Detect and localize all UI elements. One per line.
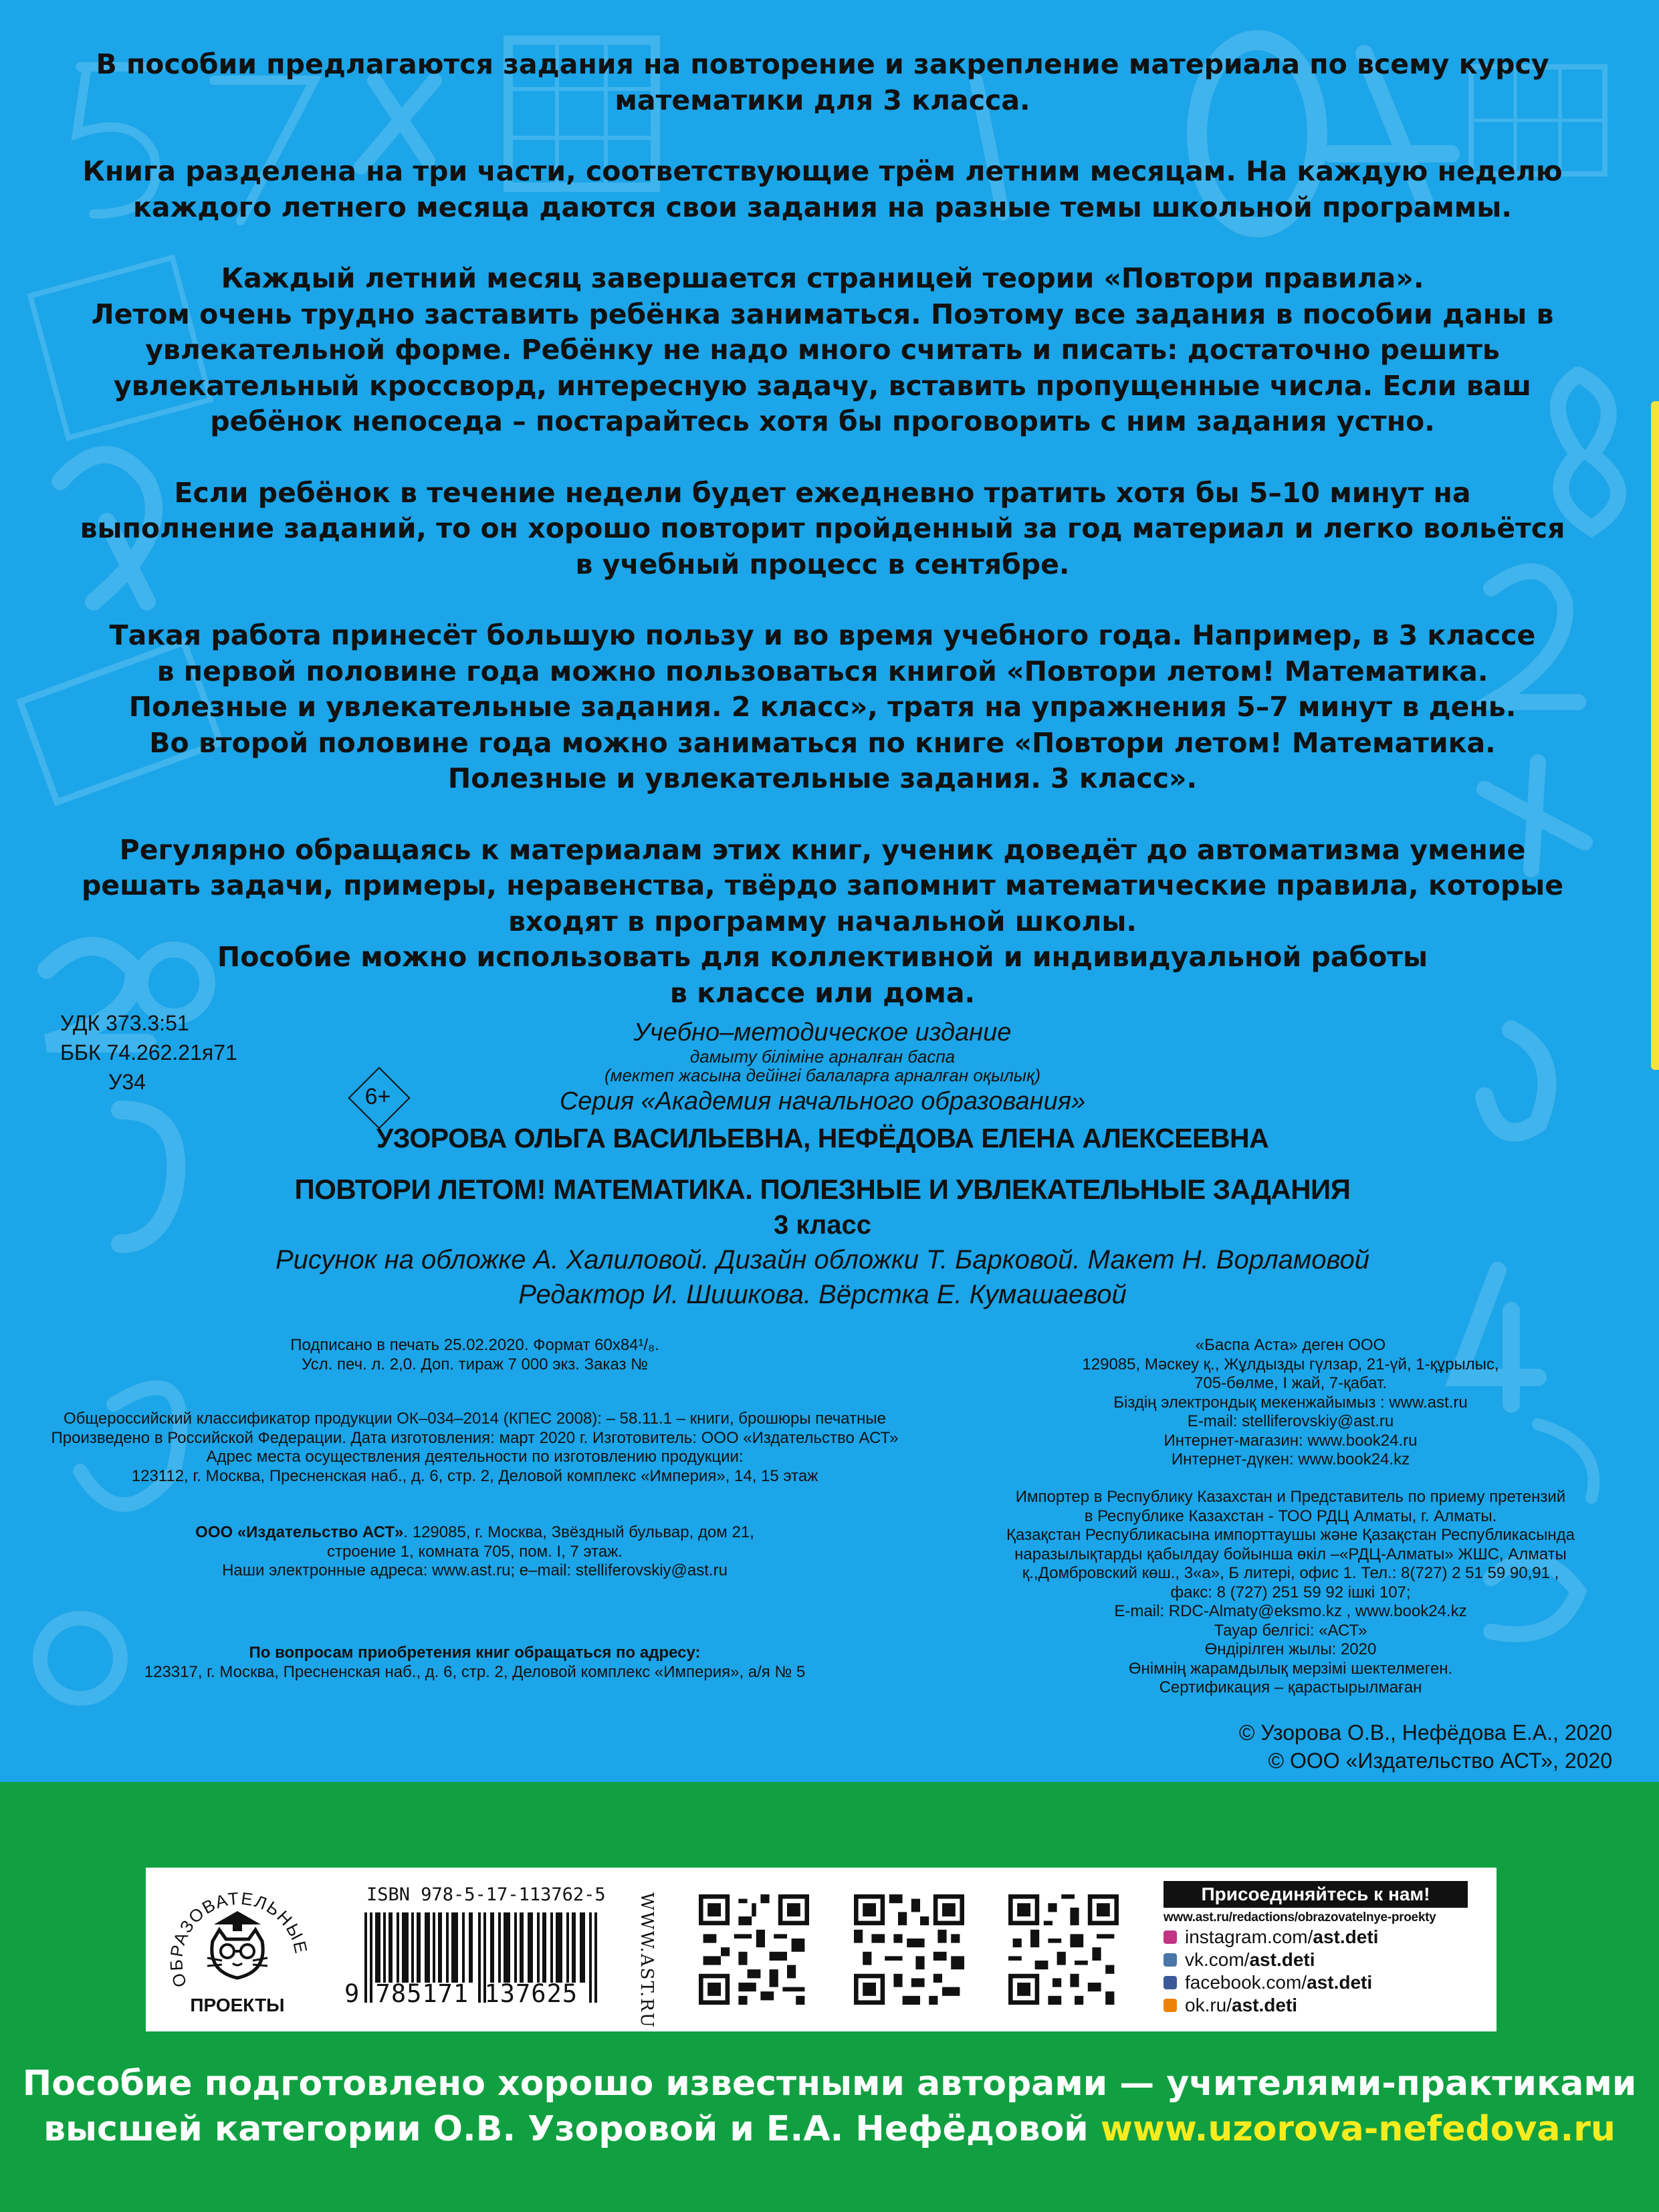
join-us-heading: Присоединяйтесь к нам!	[1164, 1881, 1468, 1908]
facebook-icon	[1164, 1976, 1177, 1989]
www-ast-vertical: WWW.AST.RU	[637, 1892, 657, 2029]
series-name: Серия «Академия начального образования»	[559, 1087, 1086, 1115]
isbn-number: ISBN 978-5-17-113762-5	[366, 1884, 606, 1905]
yellow-edge-accent	[1651, 401, 1659, 1070]
udk-code: УДК 373.3:51	[60, 1011, 189, 1035]
intro-text	[53, 47, 1591, 1011]
social-vk[interactable]: vk.com/ ast.deti	[1164, 1949, 1468, 1971]
barcode-digits: 9 785171 137625	[344, 1979, 578, 2008]
intro-paragraph-5: Такая работа принесёт большую пользу и во время учебного года. Например, в 3 классе в первой половине года можно пользоваться книгой «Повтори летом! Математика. Полезные и увлекательные задания. 2 класс», тратя на упражнения 5–7 минут в день. Во второй половине года можно заниматься по книге «Повтори летом! Математика. Полезные и увлекательные задания. 3 класс».	[109, 619, 1536, 794]
edition-type-kz: дамыту біліміне арналған баспа	[689, 1046, 956, 1067]
purchase-heading: По вопросам приобретения книг обращаться по адресу:	[249, 1644, 701, 1662]
intro-paragraph-6: Регулярно обращаясь к материалам этих книг, ученик доведёт до автоматизма умение решать задачи, примеры, неравенства, твёрдо запомнит математические правила, которые входят в программу начальной школы. Пособие можно использовать для коллективной и индивидуальной работы в классе или дома.	[81, 833, 1564, 1009]
production-info: Общероссийский классификатор продукции ОК–034–2014 (КПЕС 2008): – 58.11.1 – книги, брошюры печатные Произведено в Российской Федерации. Дата изготовления: март 2020 г. Изготовитель: ООО «Издательство АСТ» Адрес места осуществления деятельности по изготовлению продукции: 123112, г. Москва, Пресненская наб., д. 6, стр. 2, Деловой комплекс «Империя», 14, 15 этаж	[51, 1410, 899, 1485]
authors-website-link[interactable]: www.uzorova-nefedova.ru	[1100, 2109, 1616, 2149]
qr-code-2[interactable]	[854, 1894, 964, 2005]
print-info: Подписано в печать 25.02.2020. Формат 60x84¹/₈. Усл. печ. л. 2,0. Доп. тираж 7 000 экз. Заказ №	[290, 1336, 659, 1373]
logo-arc-text: ОБРАЗОВАТЕЛЬНЫЕ	[166, 1888, 312, 1990]
book-title: ПОВТОРИ ЛЕТОМ! МАТЕМАТИКА. ПОЛЕЗНЫЕ И УВЛЕКАТЕЛЬНЫЕ ЗАДАНИЯ	[294, 1174, 1351, 1205]
social-instagram[interactable]: instagram.com/ ast.deti	[1164, 1926, 1468, 1948]
obrazovatelnye-proekty-logo	[160, 1878, 314, 2021]
purchase-info	[47, 1644, 903, 1682]
imprint-block	[201, 1018, 1444, 1312]
authors-promo: Пособие подготовлено хорошо известными авторами — учителями-практиками высшей категории О.В. Узоровой и Е.А. Нефёдовой www.uzorova-nefedova.ru	[22, 2064, 1637, 2149]
publisher-info: ООО «Издательство АСТ». 129085, г. Москва, Звёздный бульвар, дом 21, строение 1, комната 705, пом. I, 7 этаж. Наши электронные адреса: www.ast.ru; e–mail: stelliferovskiy@ast.ru	[195, 1523, 754, 1579]
logo-bottom-text: ПРОЕКТЫ	[190, 1995, 285, 2015]
author-sign: У34	[108, 1070, 146, 1094]
intro-paragraph-3: Каждый летний месяц завершается страницей теории «Повтори правила». Летом очень трудно заставить ребёнка заниматься. Поэтому все задания в пособии даны в увлекательной форме. Ребёнку не надо много считать и писать: достаточно решить увлекательный кроссворд, интересную задачу, вставить пропущенные числа. Если ваш ребёнок непоседа – постарайтесь хотя бы проговорить с ним задания устно.	[91, 262, 1554, 437]
intro-paragraph-4: Если ребёнок в течение недели будет ежедневно тратить хотя бы 5–10 минут на выполнение заданий, то он хорошо повторит пройденный за год материал и легко вольётся в учебный процесс в сентябре.	[80, 476, 1565, 580]
qr-code-1[interactable]	[699, 1894, 809, 2005]
social-ok[interactable]: ok.ru/ ast.deti	[1164, 1995, 1468, 2016]
credits-line-2: Редактор И. Шишкова. Вёрстка Е. Кумашаевой	[518, 1280, 1127, 1309]
social-facebook[interactable]: facebook.com/ ast.deti	[1164, 1972, 1468, 1993]
vk-icon	[1164, 1953, 1177, 1967]
kz-importer-info: Импортер в Республику Казахстан и Представитель по приему претензий в Республике Казахстан - ТОО РДЦ Алматы, г. Алматы. Қазақстан Республикасына импорттаушы және Қазақстан Республикасында наразылықтарды қабылдау бойынша өкіл –«РДЦ-Алматы» ЖШС, Алматы қ.,Домбровский көш., 3«а», Б литері, офис 1. Тел.: 8(727) 2 51 59 90,91 , факс: 8 (727) 251 59 92 ішкі 107; E-mail: RDC-Almaty@eksmo.kz , www.book24.kz Тауар белгісі: «АСТ» Өндірілген жылы: 2020 Өнімнің жарамдылық мерзімі шектелмеген. Сертификация – қарастырылмаған	[1006, 1488, 1575, 1696]
copyright: © Узорова О.В., Нефёдова Е.А., 2020 © ООО «Издательство АСТ», 2020	[1238, 1721, 1612, 1773]
join-us-block	[1164, 1881, 1468, 2016]
bbk-code: ББК 74.262.21я71	[60, 1040, 237, 1065]
join-us-url[interactable]: www.ast.ru/redactions/obrazovatelnye-proekty	[1164, 1910, 1436, 1924]
edition-type-kz-sub: (мектеп жасына дейінгі балаларға арналған оқылық)	[604, 1065, 1041, 1085]
kz-publisher-info: «Баспа Аста» деген ООО 129085, Мәскеу қ., Жұлдызды гүлзар, 21-үй, 1-құрылыс, 705-бөлме, I жай, 7-қабат. Біздің электрондық мекенжайымыз : www.ast.ru E-mail: stelliferovskiy@ast.ru Интернет-магазин: www.book24.ru Интернет-дүкен: www.book24.kz	[1082, 1336, 1499, 1468]
authors: УЗОРОВА ОЛЬГА ВАСИЛЬЕВНА, НЕФЁДОВА ЕЛЕНА АЛЕКСЕЕВНА	[376, 1123, 1269, 1153]
book-grade: 3 класс	[773, 1210, 871, 1240]
cat-icon	[207, 1911, 267, 1978]
ok-icon	[1164, 1999, 1177, 2012]
qr-code-3[interactable]	[1008, 1894, 1119, 2005]
instagram-icon	[1164, 1930, 1177, 1944]
purchase-address: 123317, г. Москва, Пресненская наб., д. 6, стр. 2, Деловой комплекс «Империя», а/я № 5	[144, 1662, 806, 1681]
intro-paragraph-1: В пособии предлагаются задания на повторение и закрепление материала по всему курсу математики для 3 класса.	[96, 48, 1549, 116]
intro-paragraph-2: Книга разделена на три части, соответствующие трём летним месяцам. На каждую неделю каждого летнего месяца даются свои задания на разные темы школьной программы.	[82, 155, 1563, 223]
publisher-name: ООО «Издательство АСТ»	[195, 1523, 404, 1541]
credits-line-1: Рисунок на обложке А. Халиловой. Дизайн обложки Т. Барковой. Макет Н. Ворламовой	[275, 1245, 1370, 1275]
age-rating-label: 6+	[364, 1084, 391, 1109]
edition-type: Учебно–методическое издание	[633, 1018, 1012, 1046]
